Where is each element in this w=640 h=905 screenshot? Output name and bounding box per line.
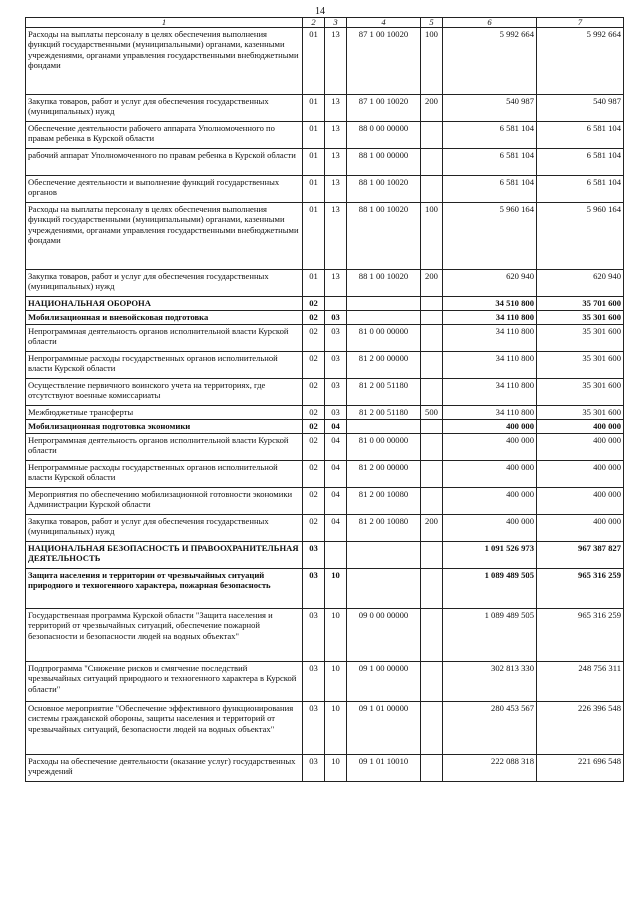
table-row: [26, 609, 624, 662]
subsection-code-cell: 13: [325, 95, 347, 122]
row-name-cell: Закупка товаров, работ и услуг для обеспечения государственных (муниципальных) нужд: [26, 270, 303, 297]
column-header: 7: [537, 18, 624, 28]
subsection-code-cell: 13: [325, 122, 347, 149]
subsection-code-cell: 10: [325, 702, 347, 755]
amount-year2-cell: 5 960 164: [537, 203, 624, 270]
target-article-cell: 88 1 00 10020: [347, 176, 421, 203]
amount-year2-cell: 6 581 104: [537, 122, 624, 149]
target-article-cell: 81 2 00 00000: [347, 352, 421, 379]
section-code-cell: 03: [303, 662, 325, 702]
row-name-cell: Межбюджетные трансферты: [26, 406, 303, 420]
amount-year1-cell: 400 000: [443, 461, 537, 488]
table-row: [26, 406, 624, 420]
amount-year2-cell: 248 756 311: [537, 662, 624, 702]
amount-year1-cell: 1 091 526 973: [443, 542, 537, 569]
expense-type-cell: 200: [421, 270, 443, 297]
section-code-cell: 02: [303, 379, 325, 406]
table-row: [26, 461, 624, 488]
subsection-code-cell: 04: [325, 434, 347, 461]
target-article-cell: 09 1 01 10010: [347, 755, 421, 782]
expense-type-cell: [421, 609, 443, 662]
amount-year1-cell: 400 000: [443, 420, 537, 434]
amount-year1-cell: 280 453 567: [443, 702, 537, 755]
target-article-cell: 09 0 00 00000: [347, 609, 421, 662]
row-name-cell: Мероприятия по обеспечению мобилизационной готовности экономики Администрации Курской области: [26, 488, 303, 515]
expense-type-cell: [421, 662, 443, 702]
section-code-cell: 01: [303, 149, 325, 176]
table-row: [26, 379, 624, 406]
expense-type-cell: [421, 569, 443, 609]
expense-type-cell: 200: [421, 95, 443, 122]
amount-year2-cell: 620 940: [537, 270, 624, 297]
row-name-cell: НАЦИОНАЛЬНАЯ БЕЗОПАСНОСТЬ И ПРАВООХРАНИТЕЛЬНАЯ ДЕЯТЕЛЬНОСТЬ: [26, 542, 303, 569]
target-article-cell: 09 1 01 00000: [347, 702, 421, 755]
subsection-code-cell: 03: [325, 379, 347, 406]
row-name-cell: Непрограммная деятельность органов исполнительной власти Курской области: [26, 434, 303, 461]
target-article-cell: 87 1 00 10020: [347, 95, 421, 122]
target-article-cell: [347, 311, 421, 325]
expense-type-cell: [421, 297, 443, 311]
subsection-code-cell: 13: [325, 28, 347, 95]
amount-year2-cell: 35 301 600: [537, 311, 624, 325]
table-row: [26, 203, 624, 270]
amount-year1-cell: 34 110 800: [443, 379, 537, 406]
subsection-code-cell: 04: [325, 515, 347, 542]
target-article-cell: [347, 569, 421, 609]
expense-type-cell: [421, 755, 443, 782]
row-name-cell: рабочий аппарат Уполномоченного по правам ребенка в Курской области: [26, 149, 303, 176]
expense-type-cell: [421, 420, 443, 434]
amount-year2-cell: 35 301 600: [537, 325, 624, 352]
row-name-cell: Основное мероприятие "Обеспечение эффективного функционирования системы гражданской обороны, защиты населения и территорий от чрезвычайных ситуаций, безопасности людей на водных объектах": [26, 702, 303, 755]
row-name-cell: Подпрограмма "Снижение рисков и смягчение последствий чрезвычайных ситуаций природного и техногенного характера в Курской области": [26, 662, 303, 702]
subsection-code-cell: 13: [325, 203, 347, 270]
target-article-cell: 81 2 00 51180: [347, 379, 421, 406]
expense-type-cell: [421, 176, 443, 203]
row-name-cell: НАЦИОНАЛЬНАЯ ОБОРОНА: [26, 297, 303, 311]
section-code-cell: 02: [303, 420, 325, 434]
subsection-code-cell: 04: [325, 461, 347, 488]
table-row: [26, 28, 624, 95]
row-name-cell: Осуществление первичного воинского учета на территориях, где отсутствуют военные комиссариаты: [26, 379, 303, 406]
amount-year2-cell: 400 000: [537, 488, 624, 515]
row-name-cell: Расходы на выплаты персоналу в целях обеспечения выполнения функций государственными (муниципальными) органами, казенными учреждениями, органами управления государственными внебюджетными фондами: [26, 203, 303, 270]
expense-type-cell: [421, 702, 443, 755]
section-code-cell: 02: [303, 311, 325, 325]
row-name-cell: Непрограммная деятельность органов исполнительной власти Курской области: [26, 325, 303, 352]
subsection-code-cell: [325, 542, 347, 569]
row-name-cell: Расходы на выплаты персоналу в целях обеспечения выполнения функций государственными (муниципальными) органами, казенными учреждениями, органами управления государственными внебюджетными фондами: [26, 28, 303, 95]
section-code-cell: 02: [303, 297, 325, 311]
amount-year1-cell: 34 110 800: [443, 311, 537, 325]
subsection-code-cell: 04: [325, 420, 347, 434]
table-row: [26, 122, 624, 149]
amount-year2-cell: 540 987: [537, 95, 624, 122]
amount-year2-cell: 965 316 259: [537, 609, 624, 662]
page-number: 14: [315, 6, 325, 17]
row-name-cell: Закупка товаров, работ и услуг для обеспечения государственных (муниципальных) нужд: [26, 95, 303, 122]
target-article-cell: 88 1 00 00000: [347, 149, 421, 176]
subsection-code-cell: 10: [325, 609, 347, 662]
subsection-code-cell: 10: [325, 662, 347, 702]
section-code-cell: 03: [303, 609, 325, 662]
target-article-cell: 88 1 00 10020: [347, 203, 421, 270]
section-code-cell: 02: [303, 461, 325, 488]
section-code-cell: 01: [303, 270, 325, 297]
column-header: 4: [347, 18, 421, 28]
row-name-cell: Непрограммные расходы государственных органов исполнительной власти Курской области: [26, 461, 303, 488]
section-code-cell: 02: [303, 434, 325, 461]
section-code-cell: 02: [303, 406, 325, 420]
amount-year2-cell: 35 701 600: [537, 297, 624, 311]
subsection-code-cell: 13: [325, 176, 347, 203]
row-name-cell: Защита населения и территории от чрезвычайных ситуаций природного и техногенного характера, пожарная безопасность: [26, 569, 303, 609]
amount-year2-cell: 400 000: [537, 420, 624, 434]
table-row: [26, 542, 624, 569]
expense-type-cell: [421, 434, 443, 461]
amount-year2-cell: 5 992 664: [537, 28, 624, 95]
section-code-cell: 03: [303, 542, 325, 569]
column-header: 5: [421, 18, 443, 28]
row-name-cell: Государственная программа Курской области "Защита населения и территорий от чрезвычайных ситуаций, обеспечение пожарной безопасности и безопасности людей на водных объектах": [26, 609, 303, 662]
target-article-cell: 81 2 00 10080: [347, 488, 421, 515]
expense-type-cell: 200: [421, 515, 443, 542]
section-code-cell: 02: [303, 325, 325, 352]
table-row: [26, 434, 624, 461]
amount-year2-cell: 400 000: [537, 515, 624, 542]
target-article-cell: 81 2 00 51180: [347, 406, 421, 420]
row-name-cell: Мобилизационная и вневойсковая подготовка: [26, 311, 303, 325]
target-article-cell: 09 1 00 00000: [347, 662, 421, 702]
column-header: 1: [26, 18, 303, 28]
amount-year2-cell: 400 000: [537, 461, 624, 488]
amount-year1-cell: 400 000: [443, 434, 537, 461]
amount-year1-cell: 34 110 800: [443, 406, 537, 420]
section-code-cell: 01: [303, 176, 325, 203]
subsection-code-cell: 13: [325, 149, 347, 176]
target-article-cell: [347, 420, 421, 434]
expense-type-cell: 100: [421, 203, 443, 270]
table-row: [26, 515, 624, 542]
amount-year1-cell: 6 581 104: [443, 176, 537, 203]
table-row: [26, 352, 624, 379]
row-name-cell: Закупка товаров, работ и услуг для обеспечения государственных (муниципальных) нужд: [26, 515, 303, 542]
expense-type-cell: [421, 149, 443, 176]
subsection-code-cell: 13: [325, 270, 347, 297]
amount-year1-cell: 302 813 330: [443, 662, 537, 702]
column-header: 2: [303, 18, 325, 28]
expense-type-cell: [421, 311, 443, 325]
table-row: [26, 420, 624, 434]
expense-type-cell: 100: [421, 28, 443, 95]
table-row: [26, 569, 624, 609]
target-article-cell: 81 2 00 00000: [347, 461, 421, 488]
subsection-code-cell: [325, 297, 347, 311]
row-name-cell: Расходы на обеспечение деятельности (оказание услуг) государственных учреждений: [26, 755, 303, 782]
section-code-cell: 01: [303, 122, 325, 149]
table-row: [26, 702, 624, 755]
column-header: 3: [325, 18, 347, 28]
amount-year1-cell: 620 940: [443, 270, 537, 297]
expense-type-cell: [421, 352, 443, 379]
target-article-cell: 88 1 00 10020: [347, 270, 421, 297]
subsection-code-cell: 10: [325, 569, 347, 609]
target-article-cell: 88 0 00 00000: [347, 122, 421, 149]
subsection-code-cell: 03: [325, 311, 347, 325]
row-name-cell: Мобилизационная подготовка экономики: [26, 420, 303, 434]
table-row: [26, 149, 624, 176]
subsection-code-cell: 04: [325, 488, 347, 515]
amount-year2-cell: 400 000: [537, 434, 624, 461]
table-row: [26, 95, 624, 122]
amount-year2-cell: 35 301 600: [537, 352, 624, 379]
amount-year1-cell: 540 987: [443, 95, 537, 122]
amount-year2-cell: 35 301 600: [537, 379, 624, 406]
amount-year2-cell: 35 301 600: [537, 406, 624, 420]
expense-type-cell: [421, 122, 443, 149]
section-code-cell: 03: [303, 569, 325, 609]
section-code-cell: 01: [303, 95, 325, 122]
subsection-code-cell: 10: [325, 755, 347, 782]
expense-type-cell: [421, 488, 443, 515]
expense-type-cell: 500: [421, 406, 443, 420]
amount-year2-cell: 226 396 548: [537, 702, 624, 755]
expense-type-cell: [421, 461, 443, 488]
amount-year1-cell: 400 000: [443, 488, 537, 515]
expense-type-cell: [421, 542, 443, 569]
target-article-cell: 81 0 00 00000: [347, 325, 421, 352]
table-row: [26, 755, 624, 782]
section-code-cell: 03: [303, 755, 325, 782]
row-name-cell: Непрограммные расходы государственных органов исполнительной власти Курской области: [26, 352, 303, 379]
section-code-cell: 02: [303, 488, 325, 515]
table-row: [26, 325, 624, 352]
table-row: [26, 662, 624, 702]
target-article-cell: [347, 297, 421, 311]
section-code-cell: 01: [303, 28, 325, 95]
section-code-cell: 03: [303, 702, 325, 755]
section-code-cell: 02: [303, 352, 325, 379]
subsection-code-cell: 03: [325, 352, 347, 379]
expense-type-cell: [421, 379, 443, 406]
table-row: [26, 270, 624, 297]
amount-year1-cell: 6 581 104: [443, 122, 537, 149]
subsection-code-cell: 03: [325, 406, 347, 420]
target-article-cell: 87 1 00 10020: [347, 28, 421, 95]
amount-year1-cell: 34 110 800: [443, 325, 537, 352]
table-row: [26, 176, 624, 203]
target-article-cell: [347, 542, 421, 569]
table-row: [26, 311, 624, 325]
subsection-code-cell: 03: [325, 325, 347, 352]
header-row: [26, 18, 624, 28]
amount-year2-cell: 967 387 827: [537, 542, 624, 569]
target-article-cell: 81 2 00 10080: [347, 515, 421, 542]
section-code-cell: 01: [303, 203, 325, 270]
row-name-cell: Обеспечение деятельности рабочего аппарата Уполномоченного по правам ребенка в Курской области: [26, 122, 303, 149]
amount-year2-cell: 6 581 104: [537, 176, 624, 203]
table-row: [26, 297, 624, 311]
amount-year1-cell: 6 581 104: [443, 149, 537, 176]
amount-year1-cell: 5 960 164: [443, 203, 537, 270]
budget-table: [25, 17, 624, 782]
section-code-cell: 02: [303, 515, 325, 542]
amount-year1-cell: 34 510 800: [443, 297, 537, 311]
column-header: 6: [443, 18, 537, 28]
amount-year1-cell: 34 110 800: [443, 352, 537, 379]
amount-year1-cell: 1 089 489 505: [443, 609, 537, 662]
amount-year1-cell: 400 000: [443, 515, 537, 542]
amount-year2-cell: 6 581 104: [537, 149, 624, 176]
target-article-cell: 81 0 00 00000: [347, 434, 421, 461]
amount-year1-cell: 222 088 318: [443, 755, 537, 782]
amount-year1-cell: 1 089 489 505: [443, 569, 537, 609]
expense-type-cell: [421, 325, 443, 352]
row-name-cell: Обеспечение деятельности и выполнение функций государственных органов: [26, 176, 303, 203]
table-row: [26, 488, 624, 515]
amount-year2-cell: 221 696 548: [537, 755, 624, 782]
amount-year2-cell: 965 316 259: [537, 569, 624, 609]
amount-year1-cell: 5 992 664: [443, 28, 537, 95]
